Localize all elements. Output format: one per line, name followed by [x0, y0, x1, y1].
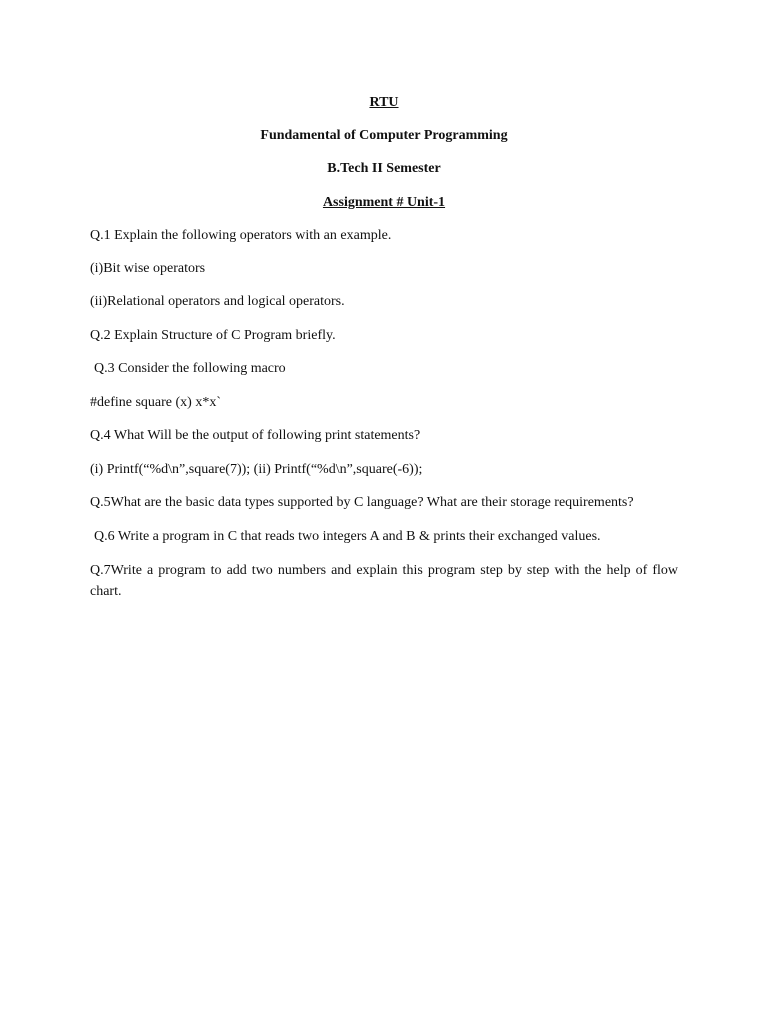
- macro-definition: #define square (x) x*x`: [90, 395, 222, 410]
- question-1-part-ii: (ii)Relational operators and logical operators.: [90, 294, 345, 309]
- question-5: Q.5What are the basic data types supported by C language? What are their storage requirements?: [90, 495, 634, 510]
- question-7: Q.7Write a program to add two numbers and explain this program step by step with the help of flow chart.: [90, 563, 678, 599]
- question-3: Q.3 Consider the following macro: [94, 361, 286, 376]
- question-6: Q.6 Write a program in C that reads two integers A and B & prints their exchanged values.: [94, 529, 601, 544]
- course-title: Fundamental of Computer Programming: [260, 128, 508, 143]
- question-1: Q.1 Explain the following operators with an example.: [90, 228, 392, 243]
- semester-title: B.Tech II Semester: [327, 161, 441, 176]
- assignment-title: Assignment # Unit-1: [322, 195, 446, 210]
- university-title: RTU: [369, 95, 399, 110]
- question-1-part-i: (i)Bit wise operators: [90, 261, 206, 276]
- question-4: Q.4 What Will be the output of following print statements?: [90, 428, 421, 443]
- question-2: Q.2 Explain Structure of C Program briefly.: [90, 328, 336, 343]
- question-4-statements: (i) Printf(“%d\n”,square(7)); (ii) Printf(“%d\n”,square(-6));: [90, 462, 423, 477]
